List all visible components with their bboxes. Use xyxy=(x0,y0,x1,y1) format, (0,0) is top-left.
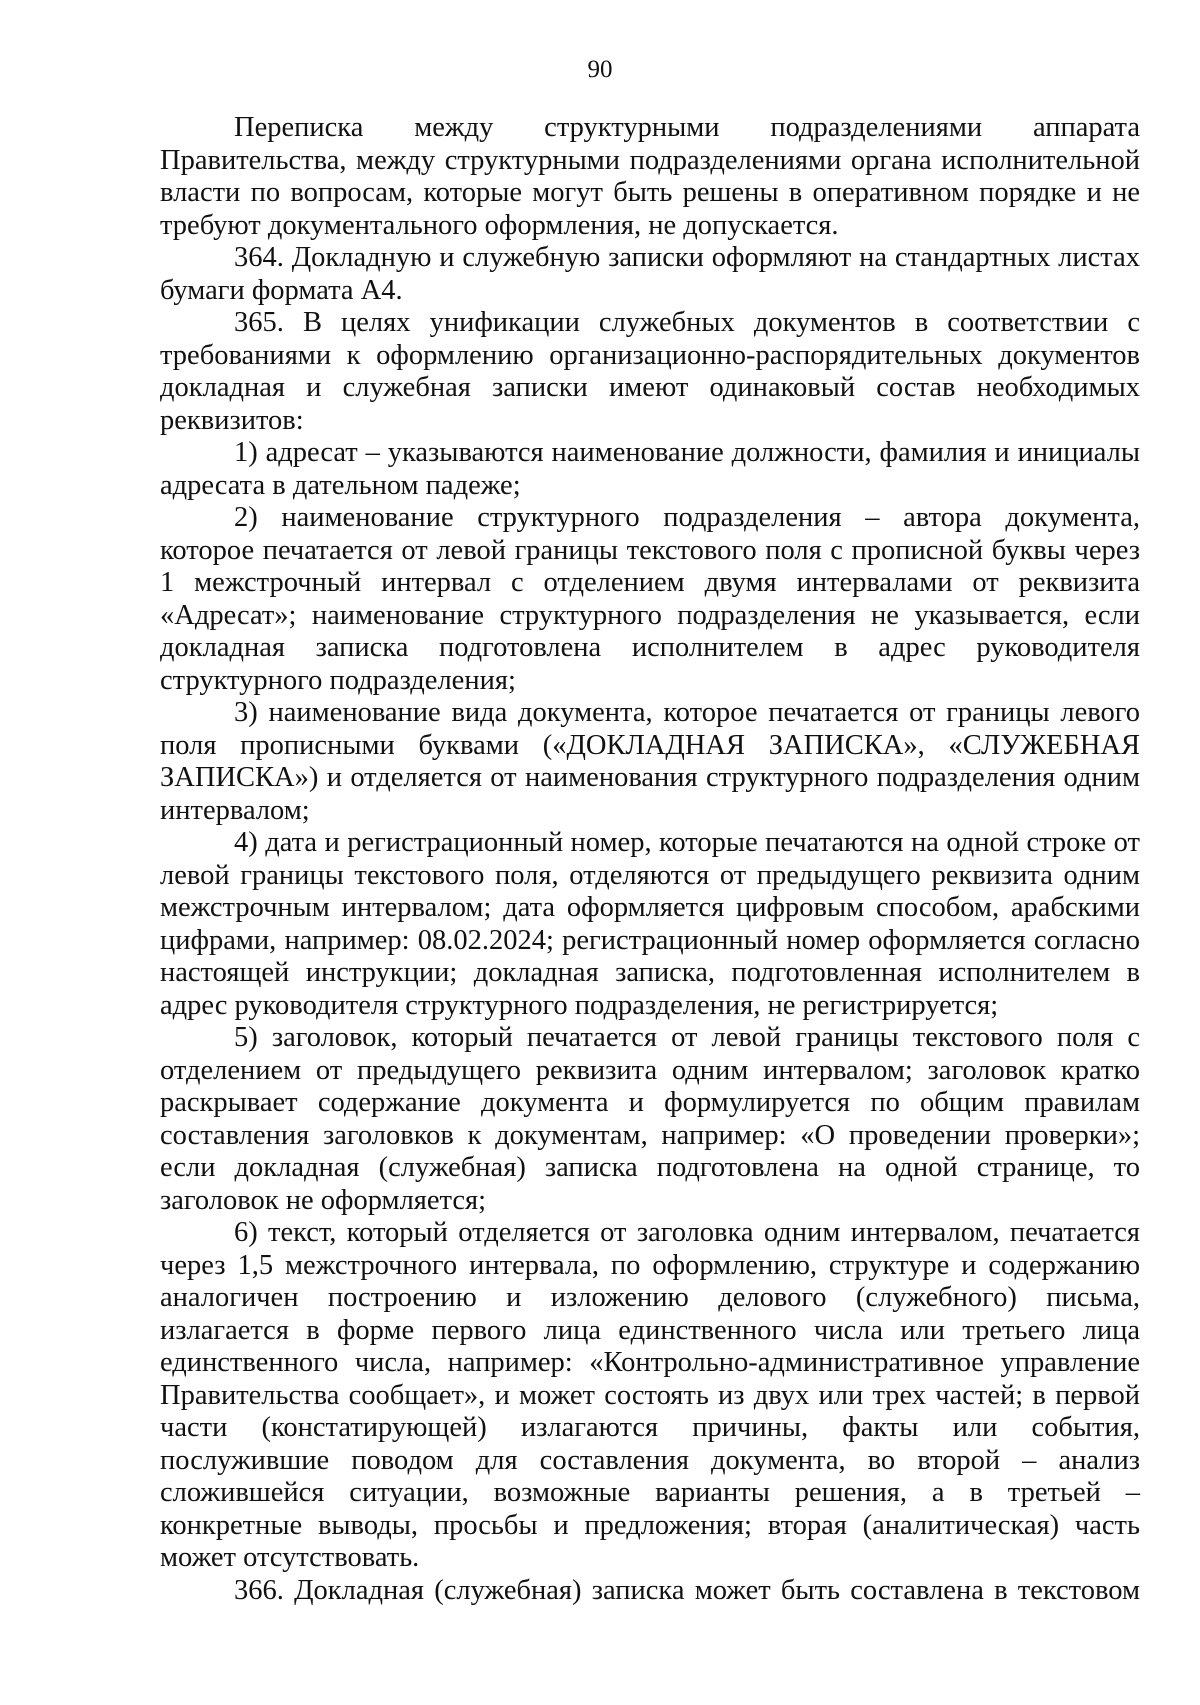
list-item-text: 6) текст, который отделяется от заголовка одним интервалом, печатается через 1,5 межстрочного интервала, по оформлению, структуре и содержанию аналогичен построению и изложению делового (служебного) письма, излагается в форме первого лица единственного числа или третьего лица единственного числа, например: «Контрольно-административное управление Правительства сообщает», и может состоять из двух или трех частей; в первой части (констатирующей) излагаются причины, факты или события, послужившие поводом для составления документа, во второй – анализ сложившейся ситуации, возможные варианты решения, а в третьей – конкретные выводы, просьбы и предложения; вторая (аналитическая) часть может отсутствовать. xyxy=(160,1217,1140,1573)
document-body xyxy=(160,112,1140,1607)
list-item-heading: 5) заголовок, который печатается от левой границы текстового поля с отделением от предыдущего реквизита одним интервалом; заголовок кратко раскрывает содержание документа и формулируется по общим правилам составления заголовков к документам, например: «О проведении проверки»; если докладная (служебная) записка подготовлена на одной странице, то заголовок не оформляется; xyxy=(160,1022,1140,1216)
paragraph-correspondence: Переписка между структурными подразделениями аппарата Правительства, между структурными подразделениями органа исполнительной власти по вопросам, которые могут быть решены в оперативном порядке и не требуют документального оформления, не допускается. xyxy=(160,112,1140,241)
list-item-document-type: 3) наименование вида документа, которое печатается от границы левого поля прописными буквами («ДОКЛАДНАЯ ЗАПИСКА», «СЛУЖЕБНАЯ ЗАПИСКА») и отделяется от наименования структурного подразделения одним интервалом; xyxy=(160,697,1140,826)
paragraph-366: 366. Докладная (служебная) записка может быть составлена в текстовом xyxy=(234,1574,1140,1606)
list-item-addressee: 1) адресат – указываются наименование должности, фамилия и инициалы адресата в дательном падеже; xyxy=(160,437,1140,501)
paragraph-365: 365. В целях унификации служебных документов в соответствии с требованиями к оформлению организационно-распорядительных документов докладная и служебная записки имеют одинаковый состав необходимых реквизитов: xyxy=(160,307,1140,436)
list-item-department-name: 2) наименование структурного подразделения – автора документа, которое печатается от левой границы текстового поля с прописной буквы через 1 межстрочный интервал с отделением двумя интервалами от реквизита «Адресат»; наименование структурного подразделения не указывается, если докладная записка подготовлена исполнителем в адрес руководителя структурного подразделения; xyxy=(160,502,1140,696)
page-number: 90 xyxy=(587,56,613,83)
list-item-date-number: 4) дата и регистрационный номер, которые печатаются на одной строке от левой границы текстового поля, отделяются от предыдущего реквизита одним межстрочным интервалом; дата оформляется цифровым способом, арабскими цифрами, например: 08.02.2024; регистрационный номер оформляется согласно настоящей инструкции; докладная записка, подготовленная исполнителем в адрес руководителя структурного подразделения, не регистрируется; xyxy=(160,827,1140,1021)
paragraph-364: 364. Докладную и служебную записки оформляют на стандартных листах бумаги формата А4. xyxy=(160,242,1140,306)
